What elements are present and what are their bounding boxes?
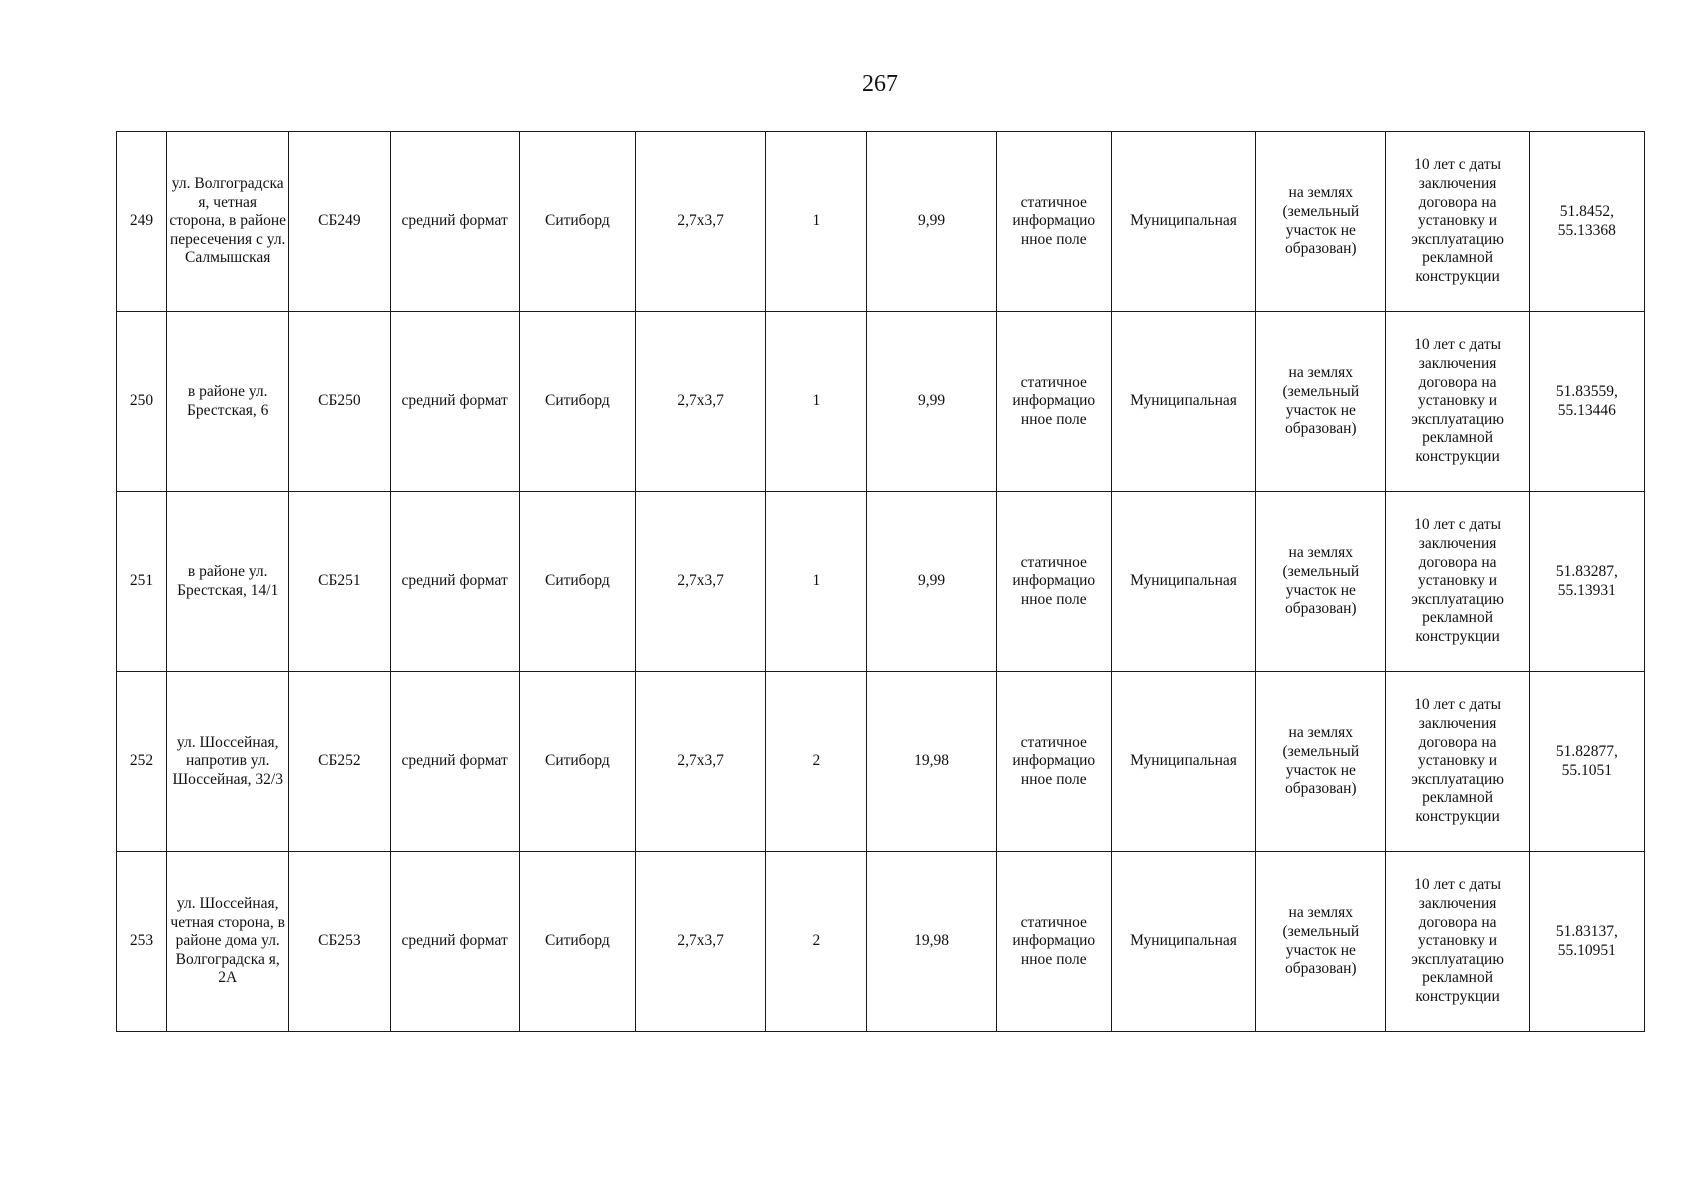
- advertising-structures-table: [116, 131, 1645, 1032]
- coords-cell: 51.83137, 55.10951: [1529, 852, 1644, 1032]
- sides-cell: 1: [766, 312, 867, 492]
- area-cell: 9,99: [867, 312, 996, 492]
- row-number: 249: [117, 132, 167, 312]
- land-cell: на землях (земельный участок не образован): [1256, 132, 1386, 312]
- coords-cell: 51.83559, 55.13446: [1529, 312, 1644, 492]
- table-row: [117, 852, 1645, 1032]
- code-cell: СБ249: [289, 132, 390, 312]
- area-cell: 19,98: [867, 672, 996, 852]
- size-cell: 2,7х3,7: [635, 132, 765, 312]
- area-cell: 9,99: [867, 132, 996, 312]
- coords-cell: 51.8452, 55.13368: [1529, 132, 1644, 312]
- sides-cell: 2: [766, 852, 867, 1032]
- size-cell: 2,7х3,7: [635, 672, 765, 852]
- sides-cell: 2: [766, 672, 867, 852]
- size-cell: 2,7х3,7: [635, 492, 765, 672]
- field-cell: статичное информацио нное поле: [996, 852, 1111, 1032]
- field-cell: статичное информацио нное поле: [996, 492, 1111, 672]
- row-number: 253: [117, 852, 167, 1032]
- page-number: 267: [862, 71, 898, 97]
- type-cell: Ситиборд: [519, 672, 635, 852]
- field-cell: статичное информацио нное поле: [996, 672, 1111, 852]
- table-row: [117, 492, 1645, 672]
- table-row: [117, 312, 1645, 492]
- code-cell: СБ250: [289, 312, 390, 492]
- format-cell: средний формат: [390, 672, 519, 852]
- field-cell: статичное информацио нное поле: [996, 312, 1111, 492]
- ownership-cell: Муниципальная: [1111, 312, 1255, 492]
- sides-cell: 1: [766, 492, 867, 672]
- code-cell: СБ253: [289, 852, 390, 1032]
- row-number: 251: [117, 492, 167, 672]
- land-cell: на землях (земельный участок не образован): [1256, 312, 1386, 492]
- format-cell: средний формат: [390, 492, 519, 672]
- term-cell: 10 лет с даты заключения договора на установку и эксплуатацию рекламной конструкции: [1386, 492, 1529, 672]
- sides-cell: 1: [766, 132, 867, 312]
- location-cell: в районе ул. Брестская, 6: [167, 312, 289, 492]
- format-cell: средний формат: [390, 852, 519, 1032]
- location-cell: ул. Шоссейная, напротив ул. Шоссейная, 32/3: [167, 672, 289, 852]
- type-cell: Ситиборд: [519, 852, 635, 1032]
- code-cell: СБ251: [289, 492, 390, 672]
- ownership-cell: Муниципальная: [1111, 132, 1255, 312]
- term-cell: 10 лет с даты заключения договора на установку и эксплуатацию рекламной конструкции: [1386, 132, 1529, 312]
- land-cell: на землях (земельный участок не образован): [1256, 672, 1386, 852]
- table-body: [117, 132, 1645, 1032]
- table-row: [117, 132, 1645, 312]
- ownership-cell: Муниципальная: [1111, 672, 1255, 852]
- ownership-cell: Муниципальная: [1111, 492, 1255, 672]
- code-cell: СБ252: [289, 672, 390, 852]
- table-row: [117, 672, 1645, 852]
- row-number: 250: [117, 312, 167, 492]
- term-cell: 10 лет с даты заключения договора на установку и эксплуатацию рекламной конструкции: [1386, 312, 1529, 492]
- location-cell: в районе ул. Брестская, 14/1: [167, 492, 289, 672]
- land-cell: на землях (земельный участок не образован): [1256, 492, 1386, 672]
- coords-cell: 51.83287, 55.13931: [1529, 492, 1644, 672]
- land-cell: на землях (земельный участок не образован): [1256, 852, 1386, 1032]
- area-cell: 9,99: [867, 492, 996, 672]
- format-cell: средний формат: [390, 132, 519, 312]
- location-cell: ул. Волгоградска я, четная сторона, в районе пересечения с ул. Салмышская: [167, 132, 289, 312]
- area-cell: 19,98: [867, 852, 996, 1032]
- coords-cell: 51.82877, 55.1051: [1529, 672, 1644, 852]
- ownership-cell: Муниципальная: [1111, 852, 1255, 1032]
- field-cell: статичное информацио нное поле: [996, 132, 1111, 312]
- row-number: 252: [117, 672, 167, 852]
- type-cell: Ситиборд: [519, 492, 635, 672]
- term-cell: 10 лет с даты заключения договора на установку и эксплуатацию рекламной конструкции: [1386, 672, 1529, 852]
- type-cell: Ситиборд: [519, 132, 635, 312]
- location-cell: ул. Шоссейная, четная сторона, в районе дома ул. Волгоградска я, 2А: [167, 852, 289, 1032]
- size-cell: 2,7х3,7: [635, 312, 765, 492]
- type-cell: Ситиборд: [519, 312, 635, 492]
- term-cell: 10 лет с даты заключения договора на установку и эксплуатацию рекламной конструкции: [1386, 852, 1529, 1032]
- format-cell: средний формат: [390, 312, 519, 492]
- size-cell: 2,7х3,7: [635, 852, 765, 1032]
